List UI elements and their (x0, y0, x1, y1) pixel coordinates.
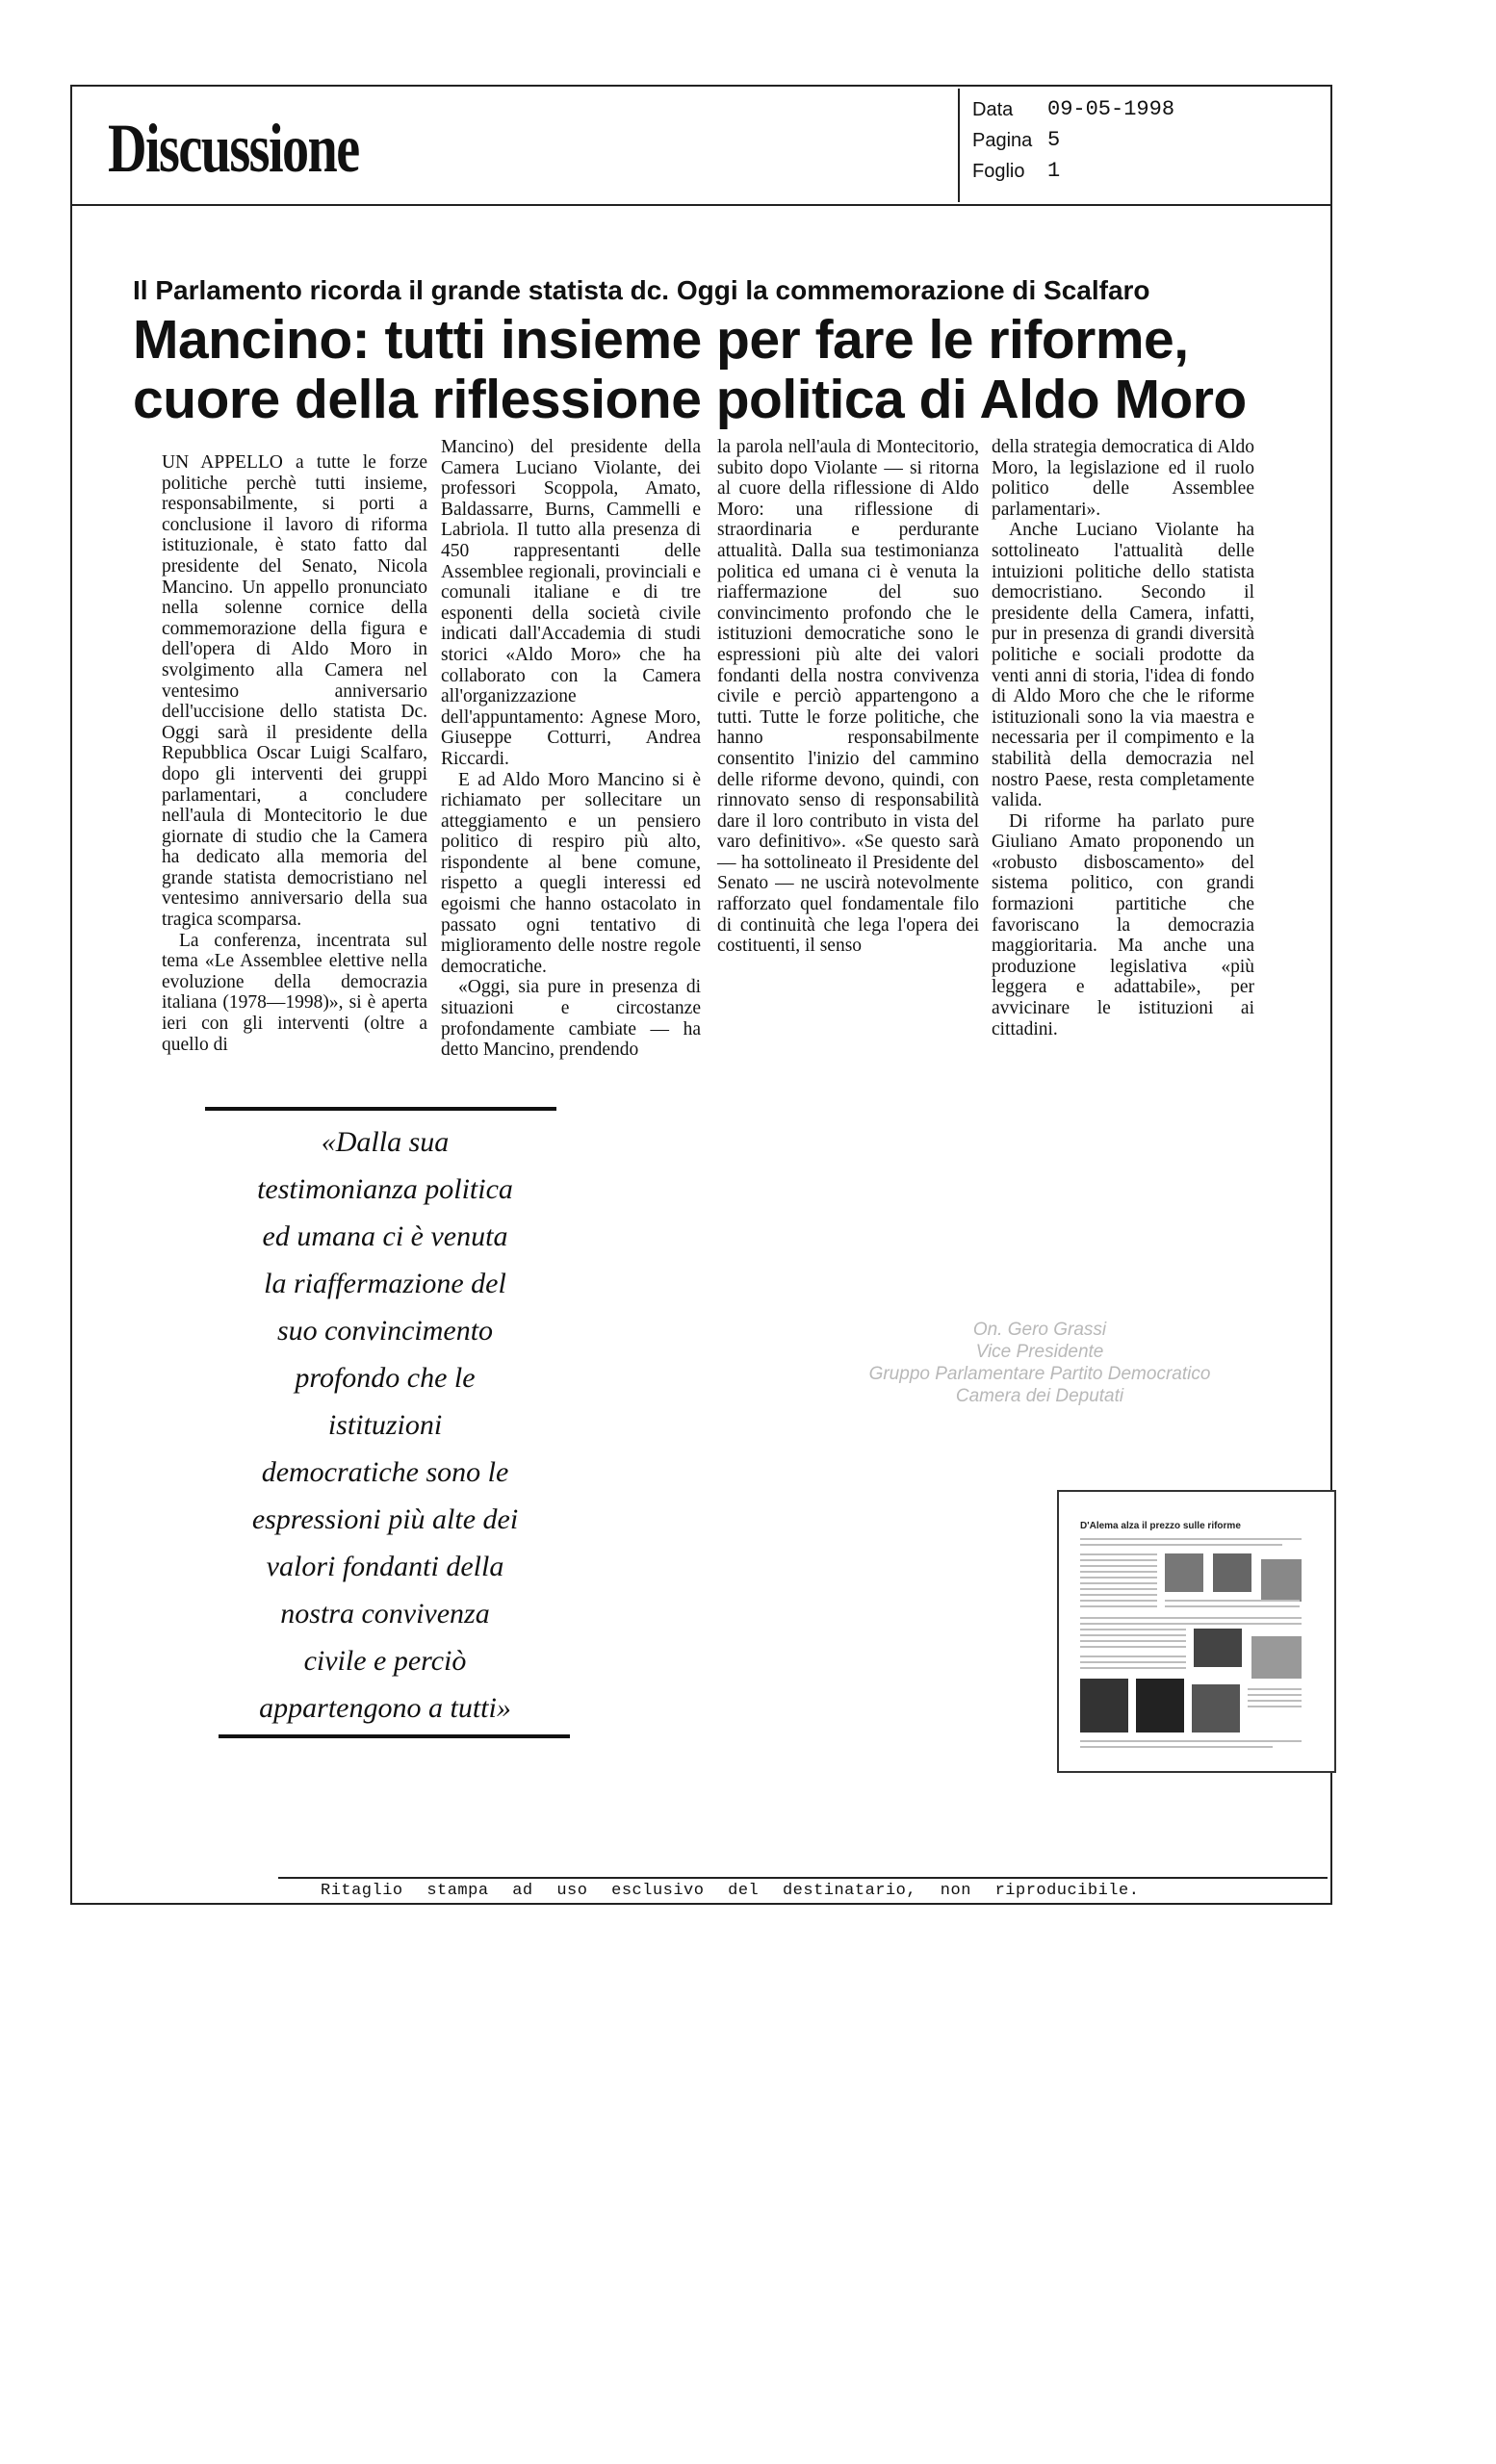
headline-line: cuore della riflessione politica di Aldo Moro (133, 369, 1247, 430)
thumbnail-photo (1194, 1629, 1242, 1667)
footer-notice: Ritaglio stampa ad uso esclusivo del destinatario, non riproducibile. (321, 1882, 1140, 1900)
pullquote-line: profondo che le (295, 1362, 476, 1394)
paragraph: Mancino) del presidente della Camera Luciano Violante, dei professori Scoppola, Amato, Baldassarre, Burns, Cammelli e Labriola. Il tutto alla presenza di 450 rappresentanti delle Assemblee regionali, provinciali e comunali italiane e di tre esponenti della società civile indicati dall'Accademia di studi storici «Aldo Moro» che ha collaborato con la Camera all'organizzazione dell'appuntamento: Agnese Moro, Giuseppe Cotturri, Andrea Riccardi. (441, 437, 701, 769)
thumbnail-headline: D'Alema alza il prezzo sulle riforme (1080, 1521, 1241, 1531)
pullquote-line: nostra convivenza (280, 1598, 490, 1630)
meta-value: 09-05-1998 (1047, 97, 1175, 121)
paragraph: «Oggi, sia pure in presenza di situazioni e circostanze profondamente cambiate — ha detto Mancino, prendendo (441, 977, 701, 1061)
pullquote-line: «Dalla sua (321, 1126, 450, 1158)
pullquote-line: suo convincimento (276, 1315, 494, 1347)
frame-divider (70, 204, 1328, 206)
stamp-line: Vice Presidente (975, 1342, 1104, 1362)
meta-value: 1 (1047, 159, 1061, 183)
pullquote-rule-bottom (219, 1734, 570, 1738)
clipping-meta (972, 94, 1174, 187)
article-column-1 (162, 452, 427, 1055)
article-kicker: Il Parlamento ricorda il grande statista dc. Oggi la commemorazione di Scalfaro (133, 275, 1150, 305)
pullquote-line: appartengono a tutti» (259, 1692, 511, 1724)
paragraph: Anche Luciano Violante ha sottolineato l'attualità delle intuizioni politiche dello statista democristiano. Secondo il presidente della Camera, infatti, pur in presenza di grandi diversità politiche e sociali prodotte da venti anni di storia, l'idea di fondo di Aldo Moro che che le riforme istituzionali sono la via maestra e necessaria per il compimento e la stabilità della democrazia nel nostro Paese, resta completamente valida. (992, 520, 1254, 811)
meta-row-sheet (972, 156, 1174, 187)
pullquote-line: civile e perciò (303, 1645, 467, 1677)
thumbnail-photo (1165, 1553, 1203, 1592)
masthead: Discussione (108, 110, 359, 187)
thumbnail-photo (1080, 1679, 1128, 1732)
pullquote-line: democratiche sono le (261, 1456, 509, 1488)
paragraph: Di riforme ha parlato pure Giuliano Amato proponendo un «robusto disboscamento» del sistema politico, con grandi formazioni partitiche che favoriscano la democrazia maggioritaria. Ma anche una produzione legislativa «più leggera e adattabile», per avvicinare le istituzioni ai cittadini. (992, 810, 1254, 1040)
article-column-2 (441, 437, 701, 1061)
headline-line: Mancino: tutti insieme per fare le riforme, (133, 309, 1189, 371)
pullquote-rule-top (205, 1107, 556, 1111)
paragraph: La conferenza, incentrata sul tema «Le Assemblee elettive nella evoluzione della democrazia italiana (1978—1998)», si è aperta ieri con gli interventi (oltre a quello di (162, 930, 427, 1055)
meta-row-page (972, 125, 1174, 156)
meta-label: Data (972, 99, 1014, 120)
pullquote-line: testimonianza politica (257, 1173, 513, 1205)
paragraph: della strategia democratica di Aldo Moro, la legislazione ed il ruolo politico delle Assemblee parlamentari». (992, 437, 1254, 520)
paragraph: E ad Aldo Moro Mancino si è richiamato per sollecitare un atteggiamento e un pensiero politico di respiro più alto, rispondente al bene comune, rispetto a quegli interessi ed egoismi che hanno ostacolato in passato ogni tentativo di miglioramento delle nostre regole democratiche. (441, 769, 701, 977)
article-headline (133, 310, 1247, 429)
pullquote-line: espressioni più alte dei (251, 1503, 519, 1535)
meta-label: Pagina (972, 130, 1033, 151)
stamp-line: Camera dei Deputati (955, 1386, 1124, 1406)
deputy-stamp (828, 1319, 1251, 1407)
thumbnail-photo (1192, 1684, 1240, 1732)
thumbnail-photo (1251, 1636, 1302, 1679)
thumbnail-content (1069, 1502, 1317, 1754)
thumbnail-photo (1261, 1559, 1302, 1602)
paragraph: UN APPELLO a tutte le forze politiche perchè tutti insieme, responsabilmente, si porti a conclusione il lavoro di riforma istituzionale, è stato fatto dal presidente del Senato, Nicola Mancino. Un appello pronunciato nella solenne cornice della commemorazione della figura e dell'opera di Aldo Moro in svolgimento alla Camera nel ventesimo anniversario dell'uccisione dello statista Dc. Oggi sarà il presidente della Repubblica Oscar Luigi Scalfaro, dopo gli interventi dei gruppi parlamentari, a concludere nell'aula di Montecitorio le due giornate di studio che la Camera ha dedicato alla memoria del grande statista democristiano nel ventesimo anniversario della sua tragica scomparsa. (162, 452, 427, 931)
meta-row-date (972, 94, 1174, 125)
meta-label: Foglio (972, 161, 1025, 182)
pullquote-line: ed umana ci è venuta (262, 1220, 508, 1252)
article-column-4 (992, 437, 1254, 1040)
article-column-3 (717, 437, 979, 957)
pullquote-line: la riaffermazione del (264, 1268, 506, 1299)
pullquote-line: valori fondanti della (266, 1551, 504, 1582)
pullquote-line: istituzioni (327, 1409, 443, 1441)
thumbnail-photo (1213, 1553, 1251, 1592)
meta-value: 5 (1047, 128, 1061, 152)
stamp-line: On. Gero Grassi (972, 1320, 1107, 1340)
stamp-line: Gruppo Parlamentare Partito Democratico (868, 1364, 1211, 1384)
page-thumbnail (1057, 1490, 1336, 1773)
header-divider (958, 89, 960, 202)
pullquote (193, 1118, 578, 1732)
paragraph: la parola nell'aula di Montecitorio, subito dopo Violante — si ritorna al cuore della riflessione di Aldo Moro: una riflessione di straordinaria e perdurante attualità. Dalla sua testimonianza politica ed umana ci è venuta la riaffermazione del suo convincimento profondo che le istituzioni democratiche sono le espressioni più alte dei valori fondanti della nostra convivenza civile e perciò appartengono a tutti. Tutte le forze politiche, che hanno responsabilmente consentito l'inizio del cammino delle riforme devono, quindi, con rinnovato senso di responsabilità dare il loro contributo in vista del varo definitivo». «Se questo sarà — ha sottolineato il Presidente del Senato — ne uscirà notevolmente rafforzato quel fondamentale filo di continuità che lega l'opera dei costituenti, il senso (717, 437, 979, 957)
thumbnail-photo (1136, 1679, 1184, 1732)
